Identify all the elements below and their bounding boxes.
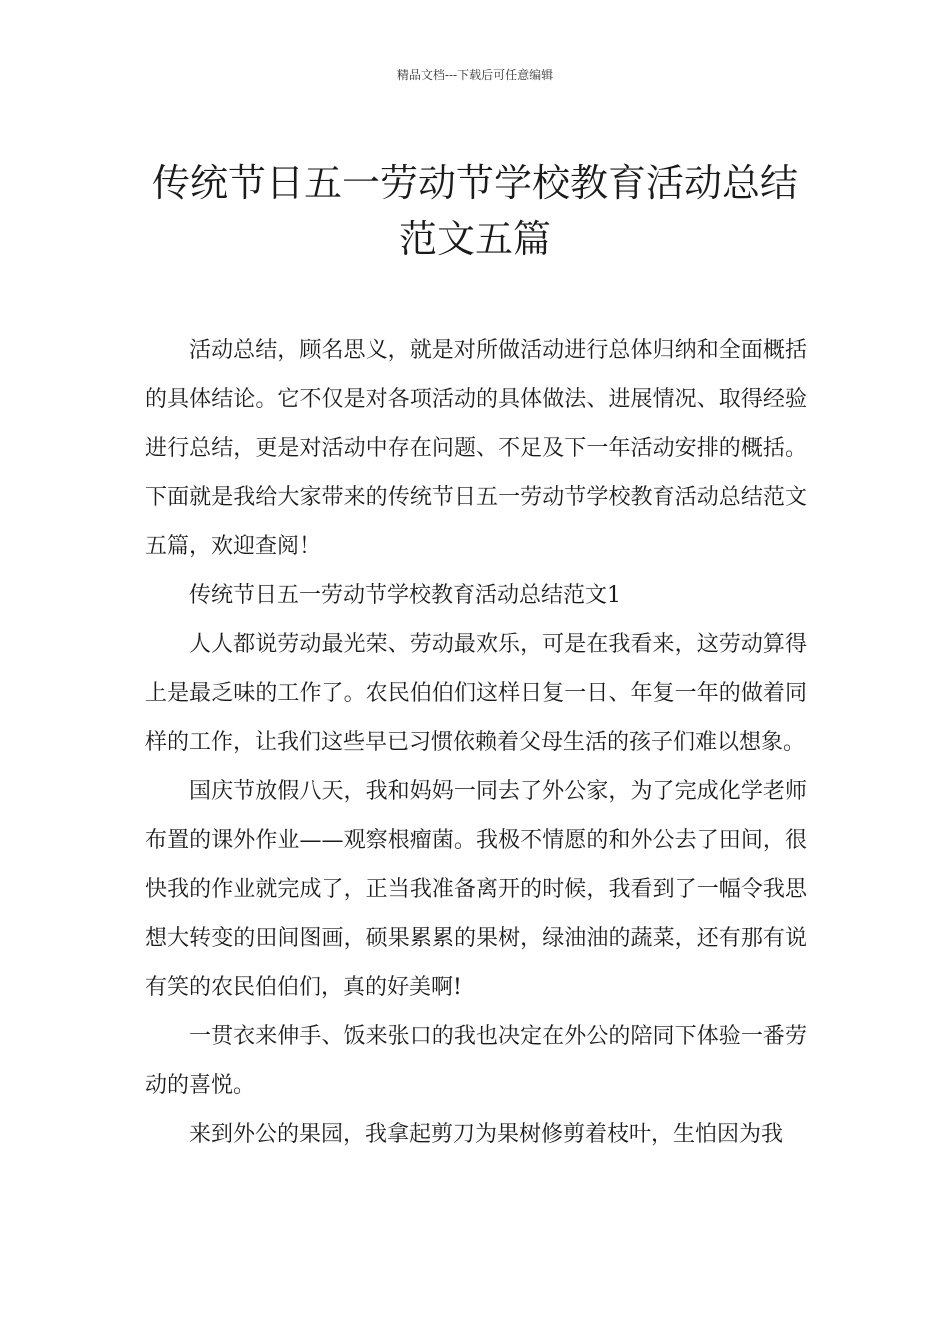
document-title: [110, 155, 840, 267]
paragraph: 国庆节放假八天，我和妈妈一同去了外公家，为了完成化学老师布置的课外作业——观察根瘤菌。我极不情愿的和外公去了田间，很快我的作业就完成了，正当我准备离开的时候，我看到了一幅令我思想大转变的田间图画，硕果累累的果树，绿油油的蔬菜，还有那有说有笑的农民伯伯们，真的好美啊!: [145, 779, 807, 1000]
section-heading: 传统节日五一劳动节学校教育活动总结范文1: [189, 583, 621, 608]
paragraph: 来到外公的果园，我拿起剪刀为果树修剪着枝叶，生怕因为我: [189, 1122, 784, 1147]
header-note: 精品文档---下载后可任意编辑: [396, 68, 554, 82]
title-line-1: 传统节日五一劳动节学校教育活动总结: [151, 161, 798, 206]
paragraph: 人人都说劳动最光荣、劳动最欢乐，可是在我看来，这劳动算得上是最乏味的工作了。农民伯伯们这样日复一日、年复一年的做着同样的工作，让我们这些早已习惯依赖着父母生活的孩子们难以想象。: [145, 632, 807, 755]
title-line-2: 范文五篇: [398, 217, 551, 262]
document-body: [145, 326, 807, 1159]
paragraph-intro: 活动总结，顾名思义，就是对所做活动进行总体归纳和全面概括的具体结论。它不仅是对各项活动的具体做法、进展情况、取得经验进行总结，更是对活动中存在问题、不足及下一年活动安排的概括。下面就是我给大家带来的传统节日五一劳动节学校教育活动总结范文五篇，欢迎查阅！: [145, 338, 807, 559]
paragraph: 一贯衣来伸手、饭来张口的我也决定在外公的陪同下体验一番劳动的喜悦。: [145, 1024, 807, 1098]
